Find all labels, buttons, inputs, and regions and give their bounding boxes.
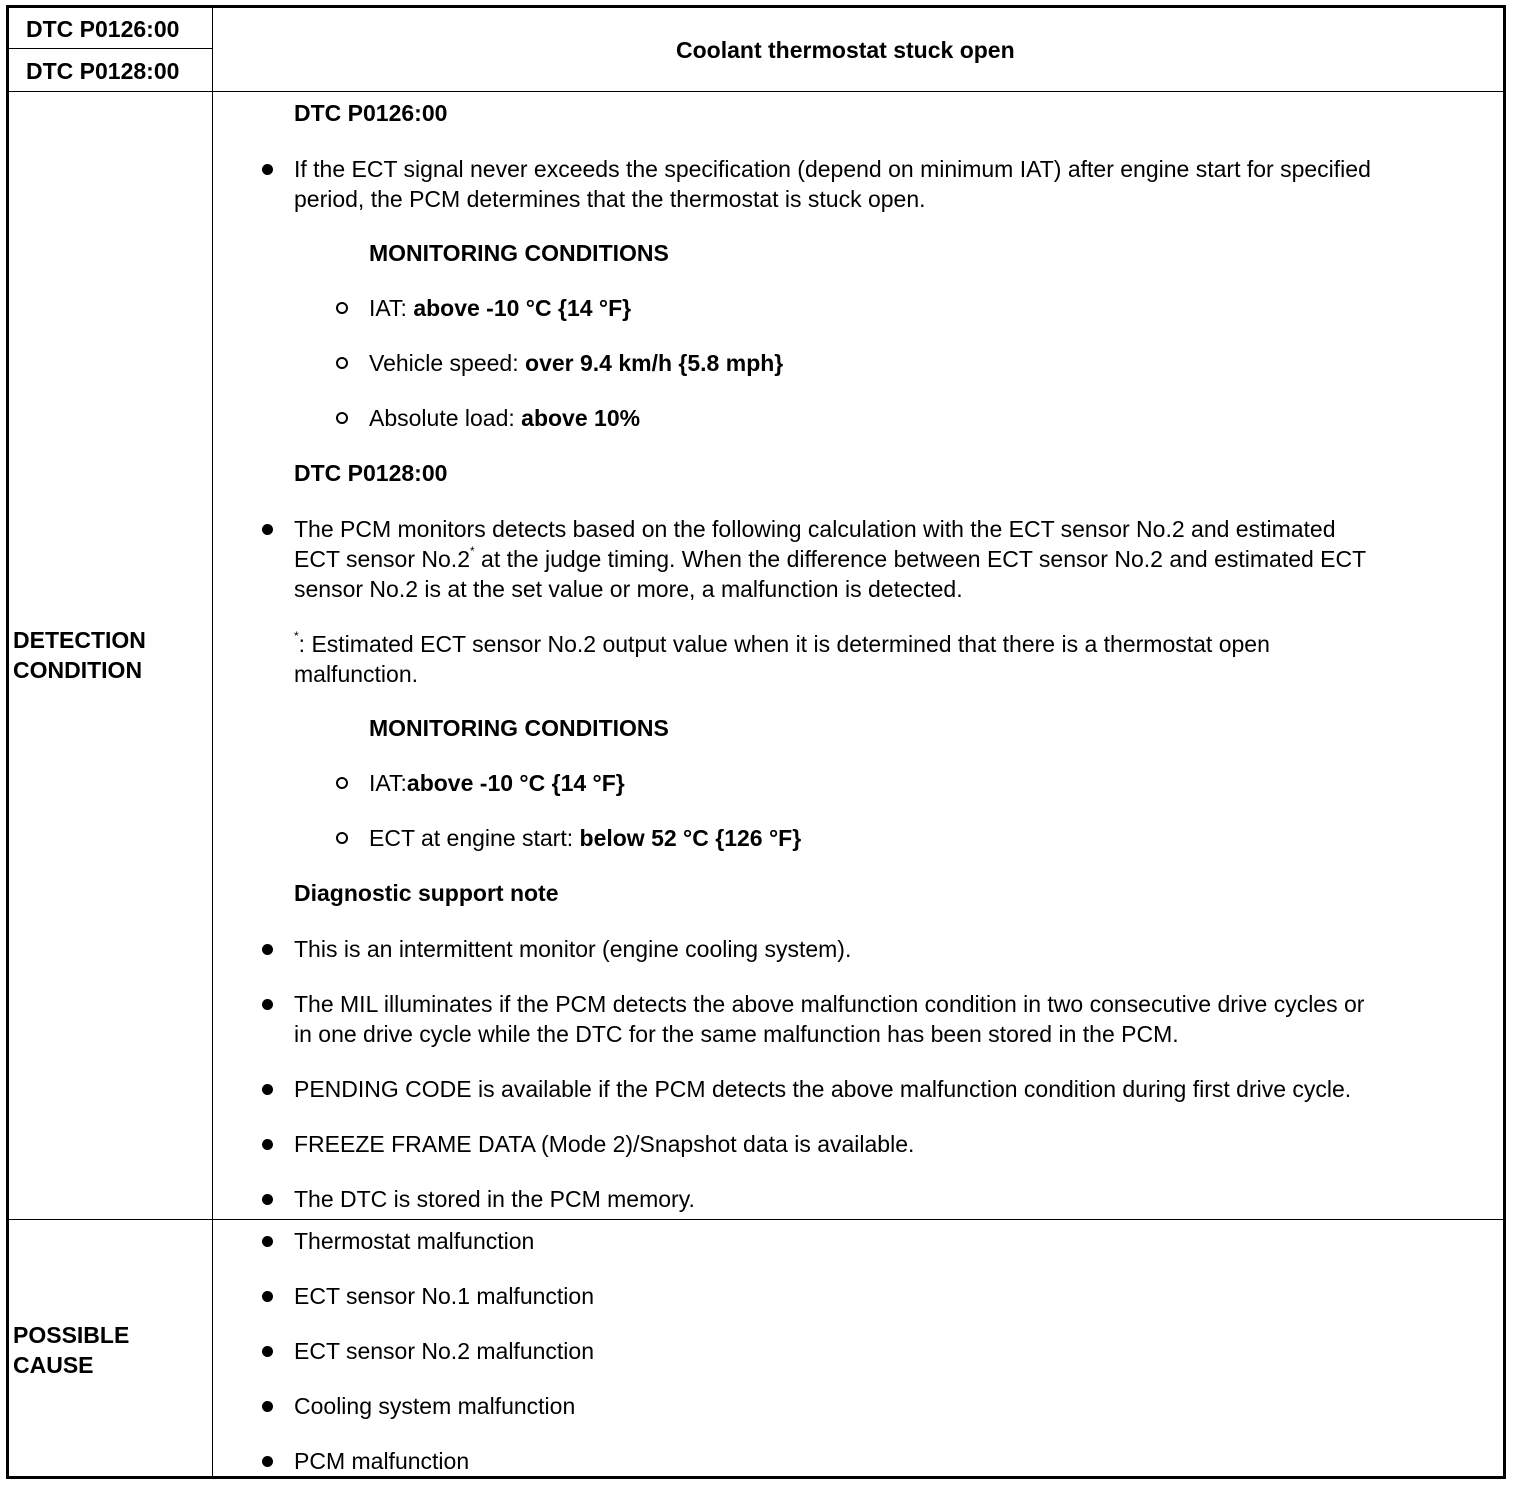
header-code-divider [9, 48, 212, 49]
p0126-condition-load: Absolute load: above 10% [369, 405, 641, 431]
bullet-icon [262, 1346, 273, 1357]
header-divider [9, 91, 1503, 92]
p0126-desc-line2: period, the PCM determines that the thermostat is stuck open. [294, 186, 926, 212]
bullet-icon [262, 164, 273, 175]
p0126-monitoring-heading: MONITORING CONDITIONS [369, 240, 669, 266]
p0128-desc-line2: ECT sensor No.2* at the judge timing. When the difference between ECT sensor No.2 and estimated ECT [294, 544, 1367, 572]
support-note-5: The DTC is stored in the PCM memory. [294, 1186, 695, 1212]
cause-item: Thermostat malfunction [294, 1228, 535, 1254]
page-title: Coolant thermostat stuck open [676, 37, 1015, 63]
dtc-table [6, 5, 1506, 1479]
section-divider [9, 1219, 1503, 1220]
circle-bullet-icon [336, 412, 348, 424]
bullet-icon [262, 1401, 273, 1412]
circle-bullet-icon [336, 832, 348, 844]
bullet-icon [262, 1194, 273, 1205]
cause-item: PCM malfunction [294, 1448, 470, 1474]
bullet-icon [262, 524, 273, 535]
bullet-icon [262, 944, 273, 955]
possible-cause-label-line1: POSSIBLE [13, 1322, 130, 1348]
p0126-condition-iat: IAT: above -10 °C {14 °F} [369, 295, 632, 321]
support-note-3: PENDING CODE is available if the PCM detects the above malfunction condition during first drive cycle. [294, 1076, 1352, 1102]
p0128-desc-line3: sensor No.2 is at the set value or more, a malfunction is detected. [294, 576, 963, 602]
cause-item: ECT sensor No.1 malfunction [294, 1283, 594, 1309]
circle-bullet-icon [336, 357, 348, 369]
p0126-desc-line1: If the ECT signal never exceeds the specification (depend on minimum IAT) after engine start for specified [294, 156, 1371, 182]
bullet-icon [262, 1236, 273, 1247]
p0128-footnote-line2: malfunction. [294, 661, 419, 687]
support-note-4: FREEZE FRAME DATA (Mode 2)/Snapshot data is available. [294, 1131, 915, 1157]
bullet-icon [262, 999, 273, 1010]
p0128-condition-ect: ECT at engine start: below 52 °C {126 °F} [369, 825, 802, 851]
support-note-2-line2: in one drive cycle while the DTC for the same malfunction has been stored in the PCM. [294, 1021, 1179, 1047]
p0128-condition-iat: IAT:above -10 °C {14 °F} [369, 770, 625, 796]
detection-label-line1: DETECTION [13, 627, 146, 653]
p0128-desc-line1: The PCM monitors detects based on the following calculation with the ECT sensor No.2 and estimated [294, 516, 1336, 542]
bullet-icon [262, 1084, 273, 1095]
dtc-code-1: DTC P0126:00 [26, 16, 180, 42]
bullet-icon [262, 1291, 273, 1302]
cause-item: ECT sensor No.2 malfunction [294, 1338, 594, 1364]
p0126-condition-speed: Vehicle speed: over 9.4 km/h {5.8 mph} [369, 350, 784, 376]
bullet-icon [262, 1139, 273, 1150]
p0126-heading: DTC P0126:00 [294, 100, 448, 126]
support-heading: Diagnostic support note [294, 880, 559, 906]
column-divider [212, 8, 213, 1476]
p0128-heading: DTC P0128:00 [294, 460, 448, 486]
p0128-footnote-line1: *: Estimated ECT sensor No.2 output value when it is determined that there is a thermostat open [294, 629, 1270, 657]
possible-cause-label-line2: CAUSE [13, 1352, 94, 1378]
dtc-code-2: DTC P0128:00 [26, 58, 180, 84]
support-note-1: This is an intermittent monitor (engine cooling system). [294, 936, 852, 962]
support-note-2-line1: The MIL illuminates if the PCM detects the above malfunction condition in two consecutive drive cycles or [294, 991, 1365, 1017]
detection-label-line2: CONDITION [13, 657, 143, 683]
circle-bullet-icon [336, 302, 348, 314]
bullet-icon [262, 1456, 273, 1467]
circle-bullet-icon [336, 777, 348, 789]
cause-item: Cooling system malfunction [294, 1393, 576, 1419]
p0128-monitoring-heading: MONITORING CONDITIONS [369, 715, 669, 741]
